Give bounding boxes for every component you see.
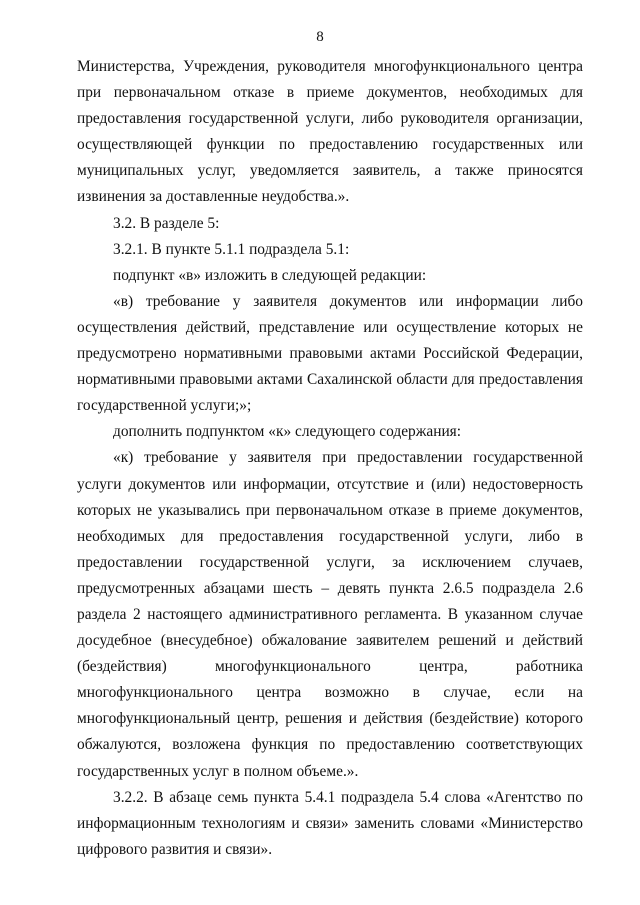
paragraph-section-5: 3.2. В разделе 5:: [113, 214, 220, 232]
paragraph-subitem-k-intro: дополнить подпунктом «к» следующего содержания:: [113, 423, 462, 441]
paragraph-subitem-v-intro: подпункт «в» изложить в следующей редакции:: [113, 266, 427, 284]
paragraph-subitem-v: «в) требование у заявителя документов или информации либо осуществления действий, представление или осуществление которых не предусмотрено нормативными правовыми актами Российской Федерации, нормативными правовыми актами Сахалинской области для предоставления государственной услуги;»;: [77, 292, 583, 415]
page-number: 8: [316, 29, 324, 45]
paragraph-continuation: Министерства, Учреждения, руководителя многофункционального центра при первоначальном отказе в приеме документов, необходимых для предоставления государственной услуги, либо руководителя организации, осуществляющей функции по предоставлению государственных или муниципальных услуг, уведомляется заявитель, а также приносятся извинения за доставленные неудобства.».: [77, 58, 583, 206]
document-body: [77, 54, 583, 863]
paragraph-subitem-k: «к) требование у заявителя при предоставлении государственной услуги документов или информации, отсутствие и (или) недостоверность которых не указывались при первоначальном отказе в приеме документов, необходимых для предоставления государственной услуги, либо в предоставлении государственной услуги, за исключением случаев, предусмотренных абзацами шесть – девять пункта 2.6.5 подраздела 2.6 раздела 2 настоящего административного регламента. В указанном случае досудебное (внесудебное) обжалование заявителем решений и действий (бездействия) многофункционального центра, работника многофункционального центра возможно в случае, если на многофункциональный центр, решения и действия (бездействие) которого обжалуются, возложена функция по предоставлению соответствующих государственных услуг в полном объеме.».: [77, 449, 583, 780]
paragraph-item-3-2-1: 3.2.1. В пункте 5.1.1 подраздела 5.1:: [113, 240, 350, 258]
paragraph-item-3-2-2: 3.2.2. В абзаце семь пункта 5.4.1 подраздела 5.4 слова «Агентство по информационным технологиям и связи» заменить словами «Министерство цифрового развития и связи».: [77, 788, 583, 858]
